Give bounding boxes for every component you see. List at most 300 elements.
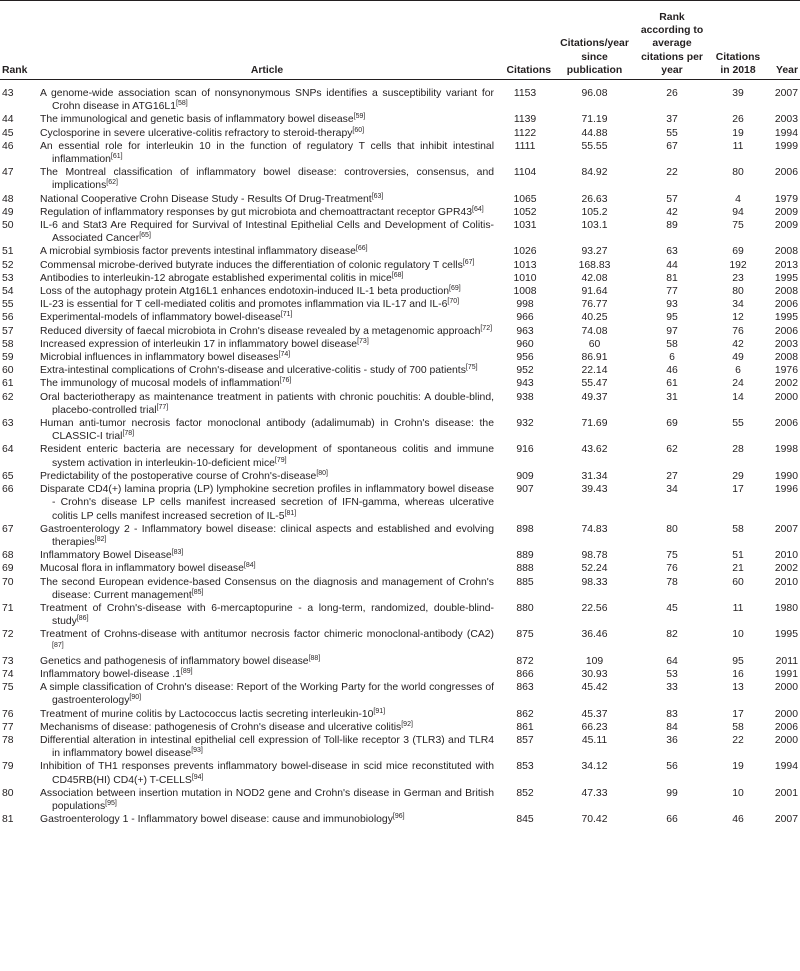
cell-article — [37, 272, 497, 285]
cell-rank-average: 83 — [666, 708, 678, 720]
cell-rank-average: 93 — [666, 299, 678, 311]
article-title: Loss of the autophagy protein Atg16L1 enhances endotoxin-induced IL-1 beta production — [40, 286, 450, 298]
article-title: Inflammatory Bowel Disease — [40, 550, 172, 562]
cell-citations: 866 — [516, 668, 534, 680]
cell-citations-2018: 11 — [732, 140, 744, 152]
cell-citations-2018: 12 — [732, 312, 744, 324]
cell-year: 2011 — [775, 655, 798, 667]
cell-year: 1990 — [774, 470, 798, 482]
cell-rank-average: 22 — [666, 167, 678, 179]
cell-rank-average: 37 — [666, 114, 678, 126]
article-title: Differential alteration in intestinal epithelial cell expression of Toll-like receptor 3 (TLR3) and TLR4 in inflammatory bowel disease — [40, 734, 494, 760]
cell-article — [37, 483, 497, 523]
reference-marker: [75] — [465, 364, 478, 372]
cell-rank-average: 84 — [666, 721, 678, 733]
reference-marker: [78] — [122, 430, 135, 438]
cell-year: 1995 — [774, 629, 798, 641]
cell-citations-2018: 11 — [732, 602, 744, 614]
cell-year: 2006 — [774, 325, 798, 337]
article-title: The Montreal classification of inflammatory bowel disease: controversies, consensus, and implications — [40, 167, 494, 192]
cell-citations-2018: 6 — [735, 365, 741, 377]
cell-rank: 66 — [2, 484, 14, 496]
reference-marker: [94] — [191, 773, 204, 781]
cell-year: 2000 — [774, 708, 798, 720]
article-title: Experimental-models of inflammatory bowel-disease — [40, 312, 281, 324]
table-row — [0, 483, 800, 523]
cell-citations-2018: 58 — [732, 721, 744, 733]
cell-citations: 875 — [516, 629, 534, 641]
reference-marker: [64] — [472, 205, 484, 213]
cell-citations: 889 — [516, 550, 534, 562]
table-row — [0, 708, 800, 721]
cell-rank-average: 61 — [666, 378, 678, 390]
cell-citations-per-year: 45.37 — [581, 708, 608, 720]
cell-rank: 81 — [2, 814, 14, 826]
cell-citations: 1031 — [513, 220, 537, 232]
cell-citations: 888 — [516, 563, 534, 575]
cell-year: 2009 — [774, 220, 798, 232]
cell-citations-per-year: 39.43 — [581, 484, 608, 496]
cell-citations: 916 — [516, 444, 534, 456]
cell-article — [37, 628, 497, 654]
header-citations: Citations — [497, 1, 553, 80]
table-row — [0, 443, 800, 469]
cell-citations-2018: 49 — [732, 352, 744, 364]
cell-article — [37, 391, 497, 417]
table-row — [0, 813, 800, 826]
reference-marker: [71] — [280, 311, 293, 319]
cell-rank: 47 — [2, 167, 14, 179]
cell-rank: 55 — [2, 299, 14, 311]
cell-rank-average: 99 — [666, 787, 678, 799]
table-row — [0, 219, 800, 245]
cell-citations-per-year: 36.46 — [581, 629, 608, 641]
cell-citations: 909 — [516, 470, 534, 482]
article-title: Commensal microbe-derived butyrate induces the differentiation of colonic regulatory T cells — [40, 259, 463, 271]
cell-citations-2018: 80 — [732, 167, 744, 179]
header-citations-per-year: Citations/year since publication — [553, 1, 636, 80]
cell-rank-average: 66 — [666, 814, 678, 826]
cell-rank: 74 — [2, 668, 14, 680]
cell-citations-2018: 28 — [732, 444, 744, 456]
table-row — [0, 206, 800, 219]
article-title: Predictability of the postoperative course of Crohn's-disease — [40, 470, 317, 482]
reference-marker: [66] — [355, 245, 368, 253]
article-title: Regulation of inflammatory responses by gut microbiota and chemoattractant receptor GPR43 — [40, 206, 473, 218]
cell-citations: 852 — [516, 787, 534, 799]
cell-rank-average: 76 — [666, 563, 678, 575]
cell-rank: 59 — [2, 352, 14, 364]
cell-year: 1980 — [774, 602, 798, 614]
cell-rank: 58 — [2, 338, 14, 350]
article-title: A genome-wide association scan of nonsynonymous SNPs identifies a susceptibility variant for Crohn disease in ATG16L1 — [40, 88, 494, 113]
cell-citations-per-year: 26.63 — [581, 193, 608, 205]
cell-citations-per-year: 103.1 — [581, 220, 608, 232]
header-citations-2018: Citations in 2018 — [708, 1, 768, 80]
cell-rank: 79 — [2, 761, 14, 773]
cell-citations: 861 — [516, 721, 534, 733]
cell-year: 2008 — [774, 352, 798, 364]
cell-rank-average: 81 — [666, 272, 678, 284]
cell-year: 2006 — [774, 721, 798, 733]
cell-rank-average: 97 — [666, 325, 678, 337]
cell-citations: 1139 — [513, 114, 537, 126]
cell-citations-2018: 13 — [732, 682, 744, 694]
cell-article — [37, 562, 497, 575]
reference-marker: [95] — [105, 799, 117, 807]
cell-article — [37, 813, 497, 826]
cell-citations-2018: 39 — [732, 88, 744, 99]
cell-citations-per-year: 42.08 — [581, 272, 608, 284]
cell-citations-2018: 24 — [732, 378, 744, 390]
cell-article — [37, 470, 497, 483]
cell-rank-average: 34 — [666, 484, 678, 496]
cell-rank: 70 — [2, 576, 14, 588]
reference-marker: [76] — [279, 377, 292, 385]
cell-citations-2018: 16 — [732, 668, 744, 680]
cell-citations: 1010 — [513, 272, 537, 284]
article-title: Inflammatory bowel-disease .1 — [40, 668, 181, 680]
cell-year: 1979 — [774, 193, 798, 205]
cell-rank: 76 — [2, 708, 14, 720]
cell-article — [37, 193, 497, 206]
reference-marker: [67] — [462, 258, 475, 266]
table-row — [0, 298, 800, 311]
cell-year: 2000 — [774, 734, 798, 746]
article-title: Microbial influences in inflammatory bowel diseases — [40, 352, 279, 364]
cell-rank-average: 77 — [666, 286, 678, 298]
cell-rank-average: 57 — [666, 193, 678, 205]
cell-year: 2009 — [774, 206, 798, 218]
article-title: IL-23 is essential for T cell-mediated colitis and promotes inflammation via IL-17 and IL-6 — [40, 299, 448, 311]
cell-rank: 68 — [2, 550, 14, 562]
article-title: A simple classification of Crohn's disease: Report of the Working Party for the world congresses of gastroenterology — [40, 682, 494, 707]
cell-rank: 72 — [2, 629, 14, 641]
reference-marker: [87] — [52, 641, 64, 649]
table-row — [0, 80, 800, 114]
reference-marker: [93] — [191, 747, 203, 755]
reference-marker: [85] — [191, 588, 204, 596]
reference-marker: [69] — [449, 285, 461, 293]
cell-year: 2007 — [774, 523, 798, 535]
article-title: Reduced diversity of faecal microbiota in Crohn's disease revealed by a metagenomic approach — [40, 325, 481, 337]
table-row — [0, 628, 800, 654]
cell-citations-2018: 94 — [732, 206, 744, 218]
table-row — [0, 338, 800, 351]
cell-citations-per-year: 43.62 — [581, 444, 608, 456]
cell-citations-2018: 75 — [732, 220, 744, 232]
cell-rank: 52 — [2, 259, 14, 271]
cell-year: 2002 — [774, 563, 798, 575]
article-title: Gastroenterology 1 - Inflammatory bowel disease: cause and immunobiology — [40, 814, 393, 826]
cell-citations-per-year: 71.69 — [581, 418, 608, 430]
reference-marker: [68] — [391, 271, 404, 279]
cell-citations-2018: 192 — [729, 259, 747, 271]
cell-rank-average: 63 — [666, 246, 678, 258]
cell-year: 2006 — [774, 418, 798, 430]
cell-article — [37, 298, 497, 311]
cell-article — [37, 80, 497, 114]
cell-citations-per-year: 93.27 — [581, 246, 608, 258]
reference-marker: [61] — [110, 153, 123, 161]
cell-citations-per-year: 74.83 — [581, 523, 608, 535]
cell-citations-per-year: 98.33 — [581, 576, 608, 588]
cell-rank-average: 36 — [666, 734, 678, 746]
cell-citations-per-year: 86.91 — [581, 352, 608, 364]
reference-marker: [96] — [392, 813, 405, 821]
cell-citations-2018: 58 — [732, 523, 744, 535]
cell-rank-average: 44 — [666, 259, 678, 271]
cell-rank: 61 — [2, 378, 14, 390]
reference-marker: [84] — [243, 562, 256, 570]
article-title: Genetics and pathogenesis of inflammatory bowel disease — [40, 655, 309, 667]
cell-citations-2018: 51 — [732, 550, 744, 562]
cell-rank: 73 — [2, 655, 14, 667]
reference-marker: [62] — [106, 179, 118, 187]
table-row — [0, 259, 800, 272]
table-row — [0, 681, 800, 707]
cell-citations: 1008 — [513, 286, 537, 298]
cell-rank-average: 95 — [666, 312, 678, 324]
cell-article — [37, 721, 497, 734]
cell-rank-average: 82 — [666, 629, 678, 641]
cell-rank: 51 — [2, 246, 14, 258]
cell-citations: 932 — [516, 418, 534, 430]
cell-year: 2002 — [774, 378, 798, 390]
cell-rank: 67 — [2, 523, 14, 535]
cell-rank-average: 62 — [666, 444, 678, 456]
cell-citations: 998 — [516, 299, 534, 311]
cell-citations-per-year: 60 — [588, 338, 601, 350]
cell-rank: 69 — [2, 563, 14, 575]
cell-citations-per-year: 34.12 — [581, 761, 608, 773]
article-title: Mucosal flora in inflammatory bowel disease — [40, 563, 244, 575]
cell-citations-2018: 4 — [735, 193, 741, 205]
article-title: Increased expression of interleukin 17 in inflammatory bowel disease — [40, 338, 358, 350]
cell-article — [37, 259, 497, 272]
cell-rank: 53 — [2, 272, 14, 284]
cell-article — [37, 734, 497, 760]
cell-article — [37, 549, 497, 562]
cell-article — [37, 681, 497, 707]
cell-citations-per-year: 109 — [585, 655, 604, 667]
cell-year: 1976 — [774, 365, 798, 377]
reference-marker: [72] — [480, 324, 493, 332]
cell-rank-average: 75 — [666, 550, 678, 562]
cell-rank: 57 — [2, 325, 14, 337]
cell-article — [37, 206, 497, 219]
cell-citations-2018: 46 — [732, 814, 744, 826]
article-title: Treatment of Crohn's-disease with 6-mercaptopurine - a long-term, randomized, double-blind-study — [40, 602, 494, 628]
cell-citations-per-year: 44.88 — [581, 127, 608, 139]
article-title: The immunology of mucosal models of inflammation — [40, 378, 280, 390]
table-row — [0, 272, 800, 285]
cell-year: 1999 — [774, 140, 798, 152]
reference-marker: [74] — [278, 351, 291, 359]
cell-citations: 1104 — [513, 167, 537, 179]
cell-rank: 63 — [2, 418, 14, 430]
cell-rank-average: 69 — [666, 418, 678, 430]
cell-year: 2007 — [774, 814, 798, 826]
reference-marker: [80] — [316, 469, 329, 477]
cell-year: 2013 — [774, 259, 798, 271]
cell-rank-average: 6 — [669, 352, 675, 364]
article-title: Resident enteric bacteria are necessary for development of spontaneous colitis and immune system activation in interleukin-10-deficient mice — [40, 444, 494, 469]
cell-citations: 943 — [516, 378, 534, 390]
cell-article — [37, 245, 497, 258]
cell-citations-per-year: 22.56 — [581, 602, 608, 614]
table-header — [0, 1, 800, 80]
reference-marker: [73] — [357, 337, 369, 345]
cell-citations-per-year: 31.34 — [581, 470, 608, 482]
cell-citations-per-year: 49.37 — [581, 391, 608, 403]
cell-rank: 75 — [2, 682, 14, 694]
cell-rank-average: 26 — [666, 88, 678, 99]
cell-citations: 885 — [516, 576, 534, 588]
article-title: Treatment of Crohns-disease with antitumor necrosis factor chimeric monoclonal-antibody (CA2) — [40, 629, 494, 641]
cell-citations: 956 — [516, 352, 534, 364]
cell-year: 2010 — [774, 550, 798, 562]
cell-citations-per-year: 66.23 — [581, 721, 608, 733]
cell-rank-average: 67 — [666, 140, 678, 152]
reference-marker: [89] — [180, 667, 193, 675]
cell-year: 1995 — [774, 312, 798, 324]
article-title: The immunological and genetic basis of inflammatory bowel disease — [40, 114, 354, 126]
cell-year: 1996 — [774, 484, 798, 496]
cell-citations-per-year: 45.11 — [581, 734, 608, 746]
cell-citations-per-year: 70.42 — [581, 814, 608, 826]
cell-article — [37, 668, 497, 681]
cell-rank: 80 — [2, 787, 14, 799]
cell-citations: 966 — [516, 312, 534, 324]
cell-rank: 56 — [2, 312, 14, 324]
table-row — [0, 193, 800, 206]
reference-marker: [65] — [139, 232, 151, 240]
cell-rank-average: 55 — [666, 127, 678, 139]
table-row — [0, 787, 800, 813]
table-row — [0, 549, 800, 562]
cell-citations-2018: 95 — [732, 655, 744, 667]
reference-marker: [88] — [308, 654, 321, 662]
table-body — [0, 80, 800, 827]
cell-rank: 62 — [2, 391, 14, 403]
table-row — [0, 576, 800, 602]
cell-citations-2018: 10 — [732, 629, 744, 641]
article-title: Antibodies to interleukin-12 abrogate established experimental colitis in mice — [40, 272, 392, 284]
cell-citations-2018: 55 — [732, 418, 744, 430]
cell-citations: 862 — [516, 708, 534, 720]
cell-citations-2018: 21 — [732, 563, 744, 575]
table-row — [0, 113, 800, 126]
cell-article — [37, 787, 497, 813]
table-row — [0, 760, 800, 786]
cell-rank: 50 — [2, 220, 14, 232]
reference-marker: [83] — [171, 549, 184, 557]
article-title: IL-6 and Stat3 Are Required for Survival of Intestinal Epithelial Cells and Development of Colitis-Associated Cancer — [40, 220, 494, 245]
cell-citations: 863 — [516, 682, 534, 694]
article-title: Disparate CD4(+) lamina propria (LP) lymphokine secretion profiles in inflammatory bowel disease - Crohn's disease LP cells manifest increased secretion of IFN-gamma, whereas ulcerative colitis LP cells manifest increased secretion of IL-5 — [40, 484, 494, 522]
cell-citations-2018: 80 — [732, 286, 744, 298]
cell-year: 2008 — [774, 286, 798, 298]
header-year: Year — [768, 1, 800, 80]
cell-rank-average: 80 — [666, 523, 678, 535]
cell-rank: 43 — [2, 88, 14, 99]
cell-citations-2018: 29 — [732, 470, 744, 482]
cell-citations-2018: 10 — [732, 787, 744, 799]
cell-citations: 1052 — [513, 206, 537, 218]
cell-citations-per-year: 76.77 — [581, 299, 608, 311]
table-row — [0, 562, 800, 575]
article-title: A microbial symbiosis factor prevents intestinal inflammatory disease — [40, 246, 356, 258]
table-row — [0, 351, 800, 364]
cell-year: 1995 — [774, 272, 798, 284]
cell-citations: 963 — [516, 325, 534, 337]
cell-article — [37, 576, 497, 602]
cell-citations: 857 — [516, 734, 534, 746]
cell-citations-2018: 19 — [732, 127, 744, 139]
cell-citations-2018: 42 — [732, 338, 744, 350]
cell-year: 1991 — [774, 668, 798, 680]
cell-rank-average: 45 — [666, 602, 678, 614]
cell-citations-2018: 17 — [732, 484, 744, 496]
cell-citations: 960 — [516, 338, 534, 350]
cell-article — [37, 708, 497, 721]
article-title: Extra-intestinal complications of Crohn's-disease and ulcerative-colitis - study of 700 patients — [40, 365, 466, 377]
cell-citations-per-year: 168.83 — [578, 259, 611, 271]
table-row — [0, 377, 800, 390]
cell-rank-average: 56 — [666, 761, 678, 773]
cell-year: 2007 — [774, 88, 798, 99]
cell-article — [37, 140, 497, 166]
cell-citations: 872 — [516, 655, 534, 667]
reference-marker: [77] — [156, 403, 169, 411]
cell-citations: 938 — [516, 391, 534, 403]
cell-citations-per-year: 98.78 — [581, 550, 608, 562]
article-title: Treatment of murine colitis by Lactococcus lactis secreting interleukin-10 — [40, 708, 374, 720]
article-title: Association between insertion mutation in NOD2 gene and Crohn's disease in German and British populations — [40, 787, 494, 812]
reference-marker: [63] — [371, 192, 384, 200]
header-rank-average: Rank according to average citations per year — [636, 1, 708, 80]
cell-year: 2003 — [774, 114, 798, 126]
cell-year: 2006 — [774, 299, 798, 311]
cell-article — [37, 377, 497, 390]
cell-article — [37, 113, 497, 126]
cell-citations-per-year: 91.64 — [581, 286, 608, 298]
cell-citations: 845 — [516, 814, 534, 826]
cell-citations: 880 — [516, 602, 534, 614]
cell-rank-average: 42 — [666, 206, 678, 218]
cell-article — [37, 417, 497, 443]
cell-citations-2018: 17 — [732, 708, 744, 720]
cell-rank: 78 — [2, 734, 14, 746]
cell-article — [37, 655, 497, 668]
article-title: Cyclosporine in severe ulcerative-colitis refractory to steroid-therapy — [40, 127, 353, 139]
table-row — [0, 325, 800, 338]
cell-citations: 853 — [516, 761, 534, 773]
reference-marker: [91] — [373, 707, 386, 715]
cell-year: 2000 — [774, 391, 798, 403]
cell-rank: 77 — [2, 721, 14, 733]
reference-marker: [59] — [353, 113, 366, 121]
cell-rank-average: 27 — [666, 470, 678, 482]
cell-citations-per-year: 84.92 — [581, 167, 608, 179]
reference-marker: [79] — [274, 456, 287, 464]
cell-citations-per-year: 52.24 — [581, 563, 608, 575]
cell-citations-per-year: 96.08 — [581, 88, 608, 99]
article-title: Gastroenterology 2 - Inflammatory bowel disease: clinical aspects and established and evolving therapies — [40, 523, 494, 548]
table-row — [0, 285, 800, 298]
cell-citations-per-year: 74.08 — [581, 325, 608, 337]
